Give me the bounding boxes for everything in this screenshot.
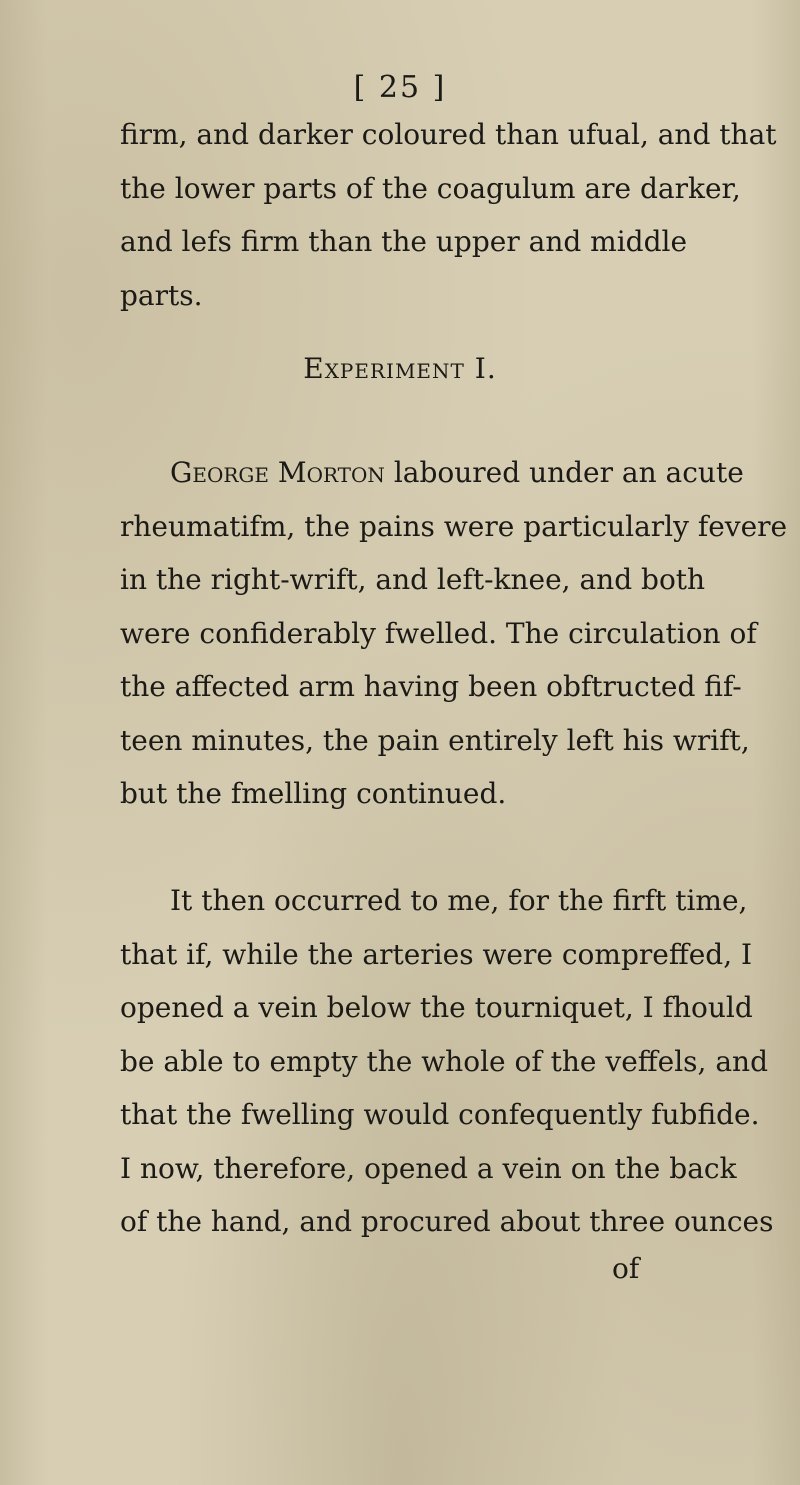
text-line: opened a vein below the tourniquet, I fhould <box>120 991 753 1024</box>
text-line: parts. <box>120 278 203 312</box>
text-line: were confiderably fwelled. The circulation of <box>120 616 757 650</box>
text-line: the affected arm having been obftructed fif- <box>120 670 742 703</box>
text-line: the lower parts of the coagulum are darker, <box>120 171 741 205</box>
text-line: It then occurred to me, for the firft time, <box>170 884 748 917</box>
text-line: that the fwelling would confequently fubfide. <box>120 1098 760 1131</box>
text-line: firm, and darker coloured than ufual, and that <box>120 118 777 151</box>
text-line <box>120 446 744 500</box>
text-fragment: laboured under an acute <box>384 456 744 489</box>
text-line: of the hand, and procured about three ounces <box>120 1205 774 1238</box>
text-line: that if, while the arteries were compreffed, I <box>120 937 753 971</box>
text-line: and lefs firm than the upper and middle <box>120 225 688 258</box>
text-line: in the right-wrift, and left-knee, and both <box>120 563 706 596</box>
text-line: be able to empty the whole of the veffels, and <box>120 1044 769 1078</box>
paragraph-george-morton <box>120 446 788 821</box>
text-line: but the fmelling continued. <box>120 777 507 810</box>
continuation-paragraph <box>120 108 777 322</box>
experiment-heading: Experiment I. <box>303 352 497 385</box>
text-line: teen minutes, the pain entirely left his wrift, <box>120 723 750 757</box>
catchword: of <box>612 1252 640 1285</box>
text-line: I now, therefore, opened a vein on the back <box>120 1151 737 1185</box>
page-number: [ 25 ] <box>353 70 447 105</box>
text-line: rheumatifm, the pains were particularly fevere <box>120 509 788 543</box>
paragraph-tourniquet <box>120 874 774 1249</box>
person-name: George Morton <box>170 456 385 489</box>
